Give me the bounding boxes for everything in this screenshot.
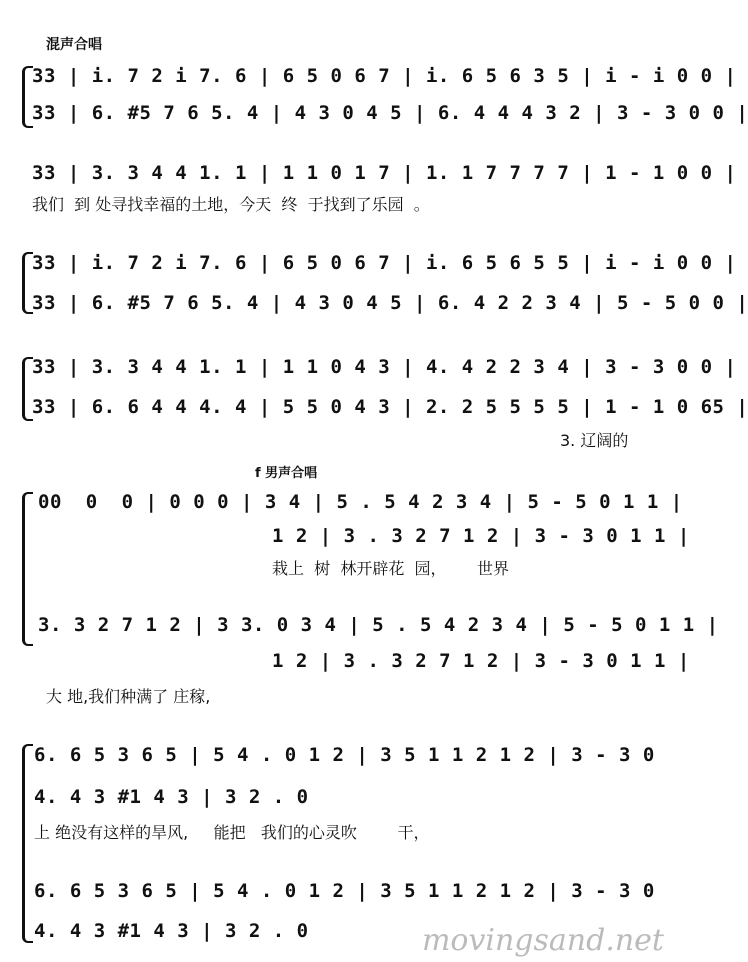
music-line: 1 2 | 3 . 3 2 7 1 2 | 3 - 3 0 1 1 | — [272, 525, 690, 547]
music-line: 33 | 3. 3 4 4 1. 1 | 1 1 0 4 3 | 4. 4 2 2 3 4 | 3 - 3 0 0 | — [32, 356, 737, 378]
music-line: 33 | 6. 6 4 4 4. 4 | 5 5 0 4 3 | 2. 2 5 5 5 5 | 1 - 1 0 65 | — [32, 396, 748, 418]
music-line: 33 | 6. #5 7 6 5. 4 | 4 3 0 4 5 | 6. 4 4 4 3 2 | 3 - 3 0 0 | — [32, 102, 748, 124]
lyric-line: 栽上 树 林开辟花 园， 世界 — [272, 559, 510, 578]
music-line: 33 | i. 7 2 i 7. 6 | 6 5 0 6 7 | i. 6 5 6 3 5 | i - i 0 0 | — [32, 65, 737, 87]
music-line: 33 | i. 7 2 i 7. 6 | 6 5 0 6 7 | i. 6 5 6 5 5 | i - i 0 0 | — [32, 252, 737, 274]
lyric-line: 3. 辽阔的 — [560, 431, 629, 450]
lyric-line: 大 地,我们种满了 庄稼, — [46, 687, 211, 706]
music-line: 00 0 0 | 0 0 0 | 3 4 | 5 . 5 4 2 3 4 | 5 - 5 0 1 1 | — [38, 491, 683, 513]
system-brace — [22, 492, 33, 646]
lyric-line: 上 绝没有这样的旱风, 能把 我们的心灵吹 干， — [34, 823, 430, 842]
music-line: 33 | 6. #5 7 6 5. 4 | 4 3 0 4 5 | 6. 4 2 2 3 4 | 5 - 5 0 0 | — [32, 292, 748, 314]
watermark: movingsand.net — [421, 923, 664, 958]
music-line: 4. 4 3 #1 4 3 | 3 2 . 0 — [34, 786, 309, 808]
music-line: 6. 6 5 3 6 5 | 5 4 . 0 1 2 | 3 5 1 1 2 1 2 | 3 - 3 0 — [34, 880, 655, 902]
section-title-mixed-chorus: 混声合唱 — [46, 37, 102, 53]
section-title-male-chorus: f 男声合唱 — [255, 466, 318, 481]
music-line: 4. 4 3 #1 4 3 | 3 2 . 0 — [34, 920, 309, 942]
music-line: 1 2 | 3 . 3 2 7 1 2 | 3 - 3 0 1 1 | — [272, 650, 690, 672]
music-line: 3. 3 2 7 1 2 | 3 3. 0 3 4 | 5 . 5 4 2 3 4 | 5 - 5 0 1 1 | — [38, 614, 719, 636]
music-line: 33 | 3. 3 4 4 1. 1 | 1 1 0 1 7 | 1. 1 7 7 7 7 | 1 - 1 0 0 | — [32, 162, 737, 184]
system-brace — [22, 744, 33, 943]
music-line: 6. 6 5 3 6 5 | 5 4 . 0 1 2 | 3 5 1 1 2 1 2 | 3 - 3 0 — [34, 744, 655, 766]
lyric-line: 我们 到 处寻找幸福的土地，今天 终 于找到了乐园 。 — [32, 195, 430, 214]
